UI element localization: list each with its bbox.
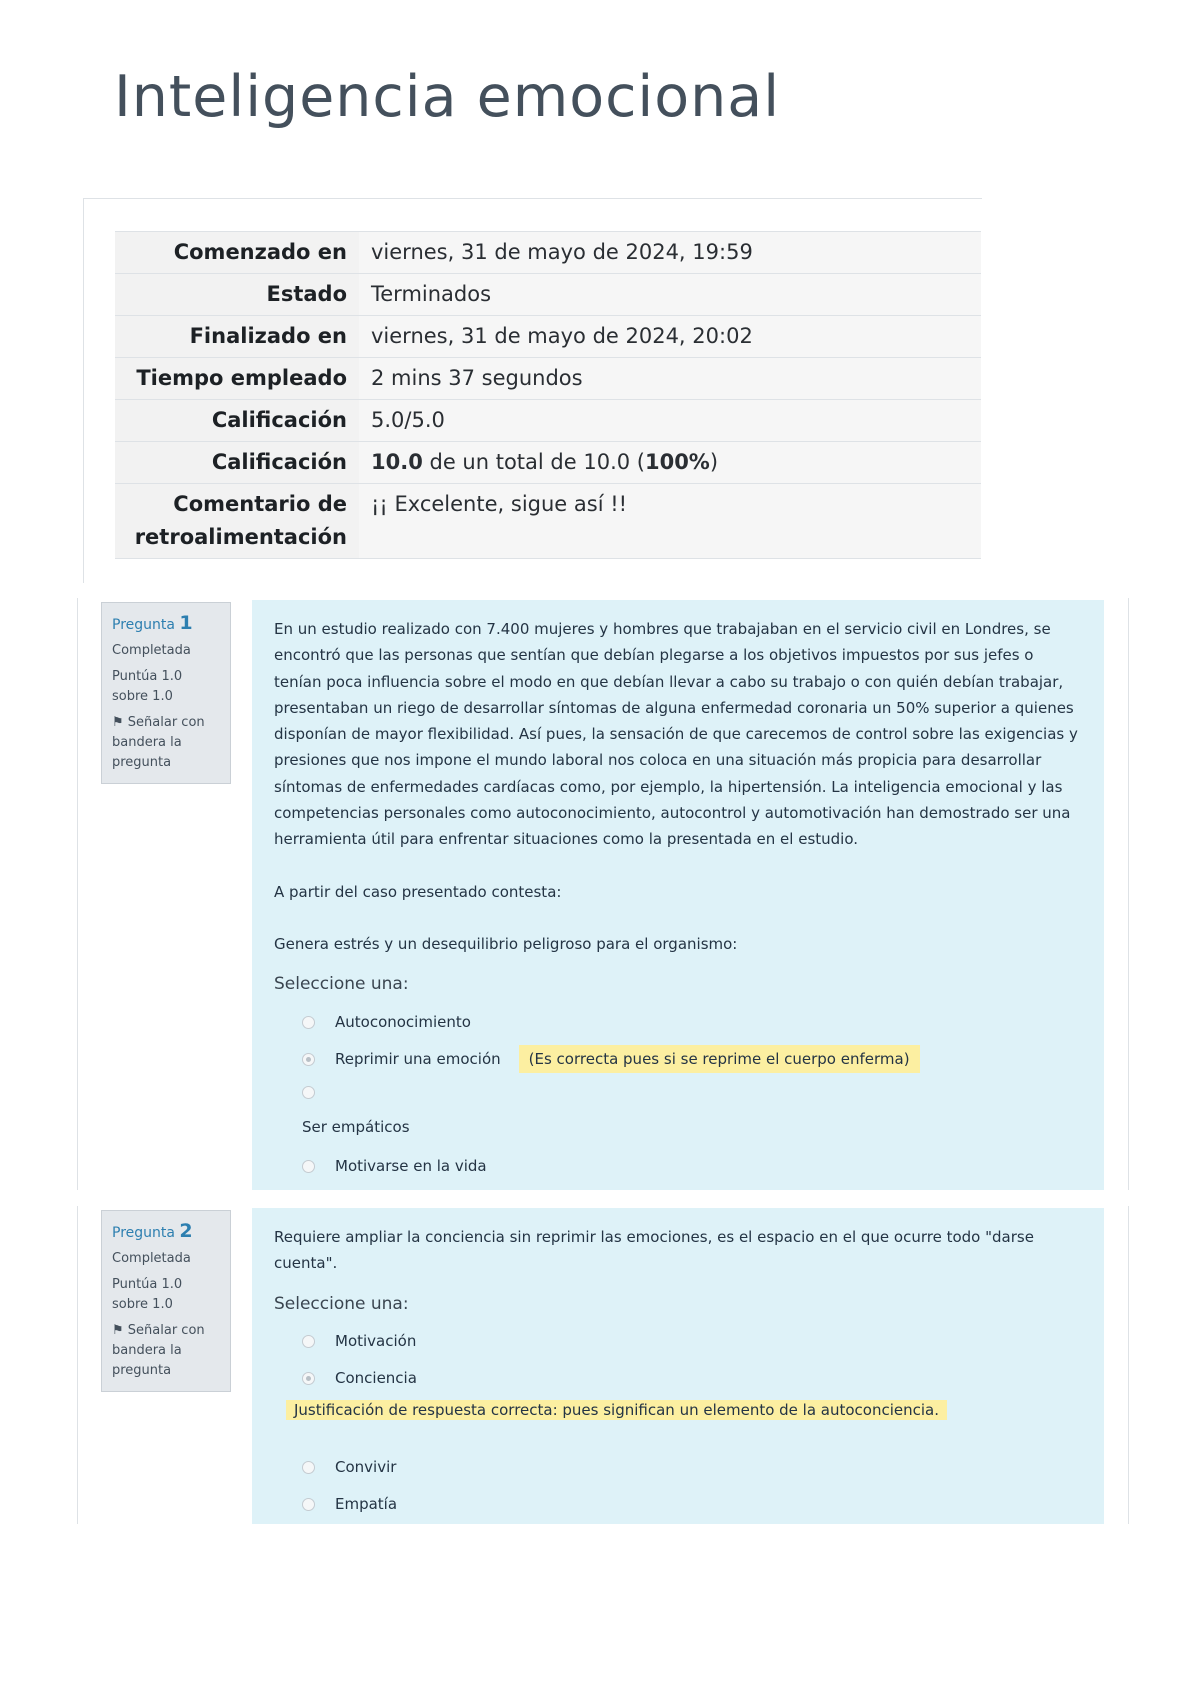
answer-option[interactable] (274, 1323, 1082, 1360)
flag-label: Señalar con bandera la pregunta (112, 1323, 205, 1378)
grade-value: 10.0 (371, 450, 423, 474)
answer-option[interactable] (274, 1148, 1082, 1185)
summary-row-finished (115, 316, 981, 358)
question-state: Completada (112, 643, 191, 658)
radio-button-selected[interactable] (302, 1053, 315, 1066)
summary-row-feedback (115, 484, 981, 559)
grade-percent: 100% (644, 450, 710, 474)
option-label: Empatía (335, 1495, 398, 1514)
summary-value: viernes, 31 de mayo de 2024, 20:02 (359, 316, 981, 358)
radio-button[interactable] (302, 1086, 315, 1099)
grade-close: ) (709, 450, 719, 474)
summary-row-time-taken (115, 358, 981, 400)
summary-value: 2 mins 37 segundos (359, 358, 981, 400)
question-label: Pregunta (112, 1225, 175, 1241)
option-label: Motivación (335, 1332, 417, 1351)
summary-value: 5.0/5.0 (359, 400, 981, 442)
radio-button[interactable] (302, 1335, 315, 1348)
question-label: Pregunta (112, 617, 175, 633)
question-score: Puntúa 1.0 sobre 1.0 (112, 1277, 183, 1312)
question-number (112, 1221, 222, 1243)
question-text: En un estudio realizado con 7.400 mujeres y hombres que trabajaban en el servicio civil en Londres, se encontró que las personas que sentían que debían plegarse a los objetivos impuestos por sus jefes o tenían poca influencia sobre el modo en que debían llevar a cabo su trabajo o con quién debían trabajar, presentaban un riego de desarrollar síntomas de alguna enfermedad coronaria un 50% superior a quienes disponían de mayor flexibilidad. Así pues, la sensación de que carecemos de control sobre las exigencias y presiones que nos impone el mundo laboral nos coloca en una situación más propicia para desarrollar síntomas de enfermedades cardíacas como, por ejemplo, la hipertensión. La inteligencia emocional y las competencias personales como autoconocimiento, autocontrol y automotivación han demostrado ser una herramienta útil para enfrentar situaciones como la presentada en el estudio. (274, 620, 1078, 849)
question-score: Puntúa 1.0 sobre 1.0 (112, 669, 183, 704)
question-info (101, 602, 231, 784)
question-number (112, 613, 222, 635)
question-number-value: 1 (179, 612, 193, 634)
option-label: Ser empáticos (302, 1118, 410, 1137)
summary-row-marks (115, 400, 981, 442)
question-text: Requiere ampliar la conciencia sin reprimir las emociones, es el espacio en el que ocurre todo "darse cuenta". (274, 1228, 1034, 1273)
summary-label: Comenzado en (115, 232, 359, 274)
grade-text: de un total de 10.0 ( (422, 450, 645, 474)
summary-row-grade (115, 442, 981, 484)
summary-label: Calificación (115, 442, 359, 484)
attempt-summary-table (115, 231, 981, 559)
question-number-value: 2 (179, 1220, 193, 1242)
answer-option-selected[interactable] (274, 1041, 1082, 1078)
page-title: Inteligencia emocional (114, 64, 781, 130)
option-label: Motivarse en la vida (335, 1156, 487, 1175)
summary-value: viernes, 31 de mayo de 2024, 19:59 (359, 232, 981, 274)
answer-option-label-wrapped (274, 1108, 1082, 1148)
answer-feedback: (Es correcta pues si se reprime el cuerpo enferma) (519, 1045, 920, 1073)
radio-button[interactable] (302, 1461, 315, 1474)
flag-question-link[interactable] (112, 713, 222, 773)
summary-value: Terminados (359, 274, 981, 316)
question-content (252, 600, 1104, 1190)
select-prompt: Seleccione una: (274, 1293, 409, 1314)
summary-row-started (115, 232, 981, 274)
option-label: Convivir (335, 1458, 397, 1477)
question-info (101, 1210, 231, 1392)
radio-button[interactable] (302, 1016, 315, 1029)
question-text-2: A partir del caso presentado contesta: (274, 882, 562, 901)
question-1 (77, 598, 1129, 1190)
answer-option[interactable] (274, 1449, 1082, 1486)
option-label: Conciencia (335, 1369, 417, 1388)
summary-label: Comentario de retroalimentación (115, 484, 359, 559)
question-2 (77, 1206, 1129, 1524)
summary-label: Estado (115, 274, 359, 316)
answer-option[interactable] (274, 1486, 1082, 1523)
feedback-wrapper (274, 1397, 1082, 1449)
flag-icon: ⚑ (112, 1323, 128, 1338)
summary-row-state (115, 274, 981, 316)
answer-option[interactable] (274, 1078, 1082, 1108)
summary-value (359, 442, 981, 484)
summary-label: Calificación (115, 400, 359, 442)
flag-question-link[interactable] (112, 1321, 222, 1381)
question-state: Completada (112, 1251, 191, 1266)
answer-feedback: Justificación de respuesta correcta: pues significan un elemento de la autoconciencia. (286, 1400, 947, 1420)
summary-label: Tiempo empleado (115, 358, 359, 400)
flag-label: Señalar con bandera la pregunta (112, 715, 205, 770)
summary-label: Finalizado en (115, 316, 359, 358)
option-label: Reprimir una emoción (335, 1049, 501, 1068)
question-text-3: Genera estrés y un desequilibrio peligroso para el organismo: (274, 934, 738, 953)
radio-button[interactable] (302, 1498, 315, 1511)
question-content (252, 1208, 1104, 1524)
flag-icon: ⚑ (112, 715, 128, 730)
select-prompt: Seleccione una: (274, 974, 409, 995)
answer-option-selected[interactable] (274, 1360, 1082, 1397)
radio-button[interactable] (302, 1160, 315, 1173)
answer-option[interactable] (274, 1004, 1082, 1041)
option-label: Autoconocimiento (335, 1012, 471, 1031)
summary-value: ¡¡ Excelente, sigue así !! (359, 484, 981, 559)
radio-button-selected[interactable] (302, 1372, 315, 1385)
